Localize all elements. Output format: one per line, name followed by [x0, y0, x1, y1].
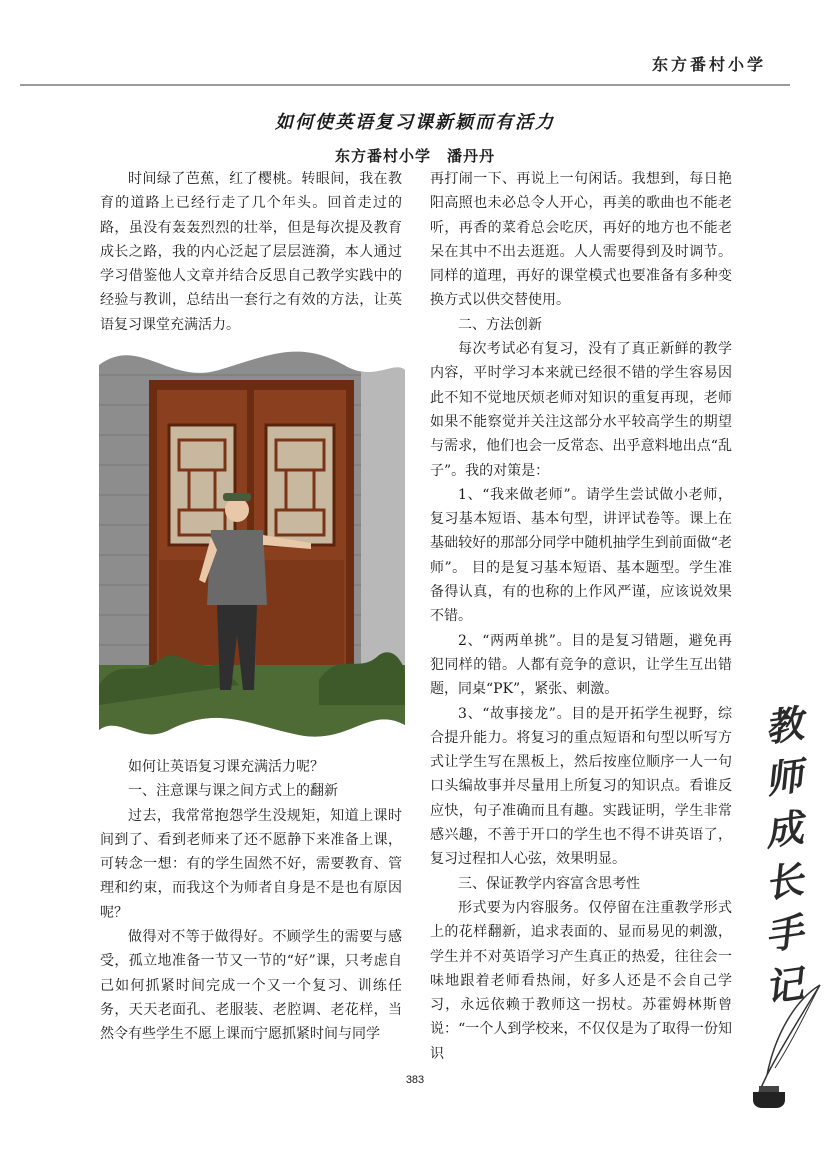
side-title-char: 成 — [761, 804, 806, 855]
side-title-char: 手 — [761, 908, 806, 959]
left-column-bottom — [100, 755, 402, 1047]
section-heading-1: 一、注意课与课之间方式上的翻新 — [128, 783, 338, 800]
paragraph-doing-right: 做得对不等于做得好。不顾学生的需要与感受，孤立地准备一节又一节的“好”课，只考虑自己如何抓紧时间完成一个又一个复习、训练任务，天天老面孔、老服装、老腔调、老花样，当然令有些学生不愿上课而宁愿抓紧时间与同学 — [100, 929, 402, 1043]
section-heading-2: 二、方法创新 — [458, 316, 542, 333]
quill-inkwell-icon — [745, 980, 825, 1110]
paragraph-intro: 时间绿了芭蕉，红了樱桃。转眼间，我在教育的道路上已经行走了几个年头。回首走过的路，虽没有轰轰烈烈的壮举，但是每次提及教育成长之路，我的内心泛起了层层涟漪，本人通过学习借鉴他人文章并结合反思自己教学实践中的经验与教训，总结出一套行之有效的方法，让英语复习课堂充满活力。 — [100, 171, 402, 333]
paragraph-method-1: 1、“我来做老师”。请学生尝试做小老师，复习基本短语、基本句型，讲评试卷等。课上在基础较好的那部分同学中随机抽学生到前面做“老师”。 目的是复习基本短语、基本题型。学生准备得认真，有的也称的上作风严谨，应该说效果不错。 — [430, 486, 732, 625]
side-title-teacher-growth-notes — [762, 700, 806, 1012]
paragraph-method-2: 2、“两两单挑”。目的是复习错题，避免再犯同样的错。人都有竞争的意识，让学生互出错题，同桌“PK”，紧张、刺激。 — [430, 632, 732, 698]
paragraph-continuation: 再打闹一下、再说上一句闲话。我想到，每日艳阳高照也未必总令人开心，再美的歌曲也不能老听，再香的菜肴总会吃厌，再好的地方也不能老呆在其中不出去逛逛。人人需要得到及时调节。同样的道理，再好的课堂模式也要准备有多种变换方式以供交替使用。 — [430, 171, 732, 309]
side-title-char: 教 — [761, 700, 806, 751]
paragraph-method-3: 3、“故事接龙”。目的是开拓学生视野，综合提升能力。将复习的重点短语和句型以听写方式让学生写在黑板上，然后按座位顺序一人一句口头编故事并尽量用上所复习的知识点。看谁反应快，句子准确而且有趣。实践证明，学生非常感兴趣，不善于开口的学生也不得不讲英语了，复习过程扣人心弦，效果明显。 — [430, 705, 732, 868]
right-column — [430, 167, 732, 1066]
paragraph-form-content: 形式要为内容服务。仅停留在注重教学形式上的花样翻新，追求表面的、显而易见的刺激，学生并不对英语学习产生真正的热爱，往往会一味地跟着老师看热闹，好多人还是不会自己学习，永远依赖于教师这一拐杖。苏霍姆林斯曾说：“一个人到学校来，不仅仅是为了取得一份知识 — [430, 899, 732, 1062]
paragraph-exam-review: 每次考试必有复习，没有了真正新鲜的教学内容，平时学习本来就已经很不错的学生容易因此不知不觉地厌烦老师对知识的重复再现，老师如果不能察觉并关注这部分水平较高学生的期望与需求，他们也会一反常态、出乎意料地出点“乱子”。我的对策是： — [430, 341, 732, 479]
page-number: 383 — [405, 1074, 425, 1086]
section-heading-3: 三、保证教学内容富含思考性 — [458, 875, 640, 892]
header-divider — [20, 84, 790, 86]
left-column-top — [100, 167, 402, 337]
paragraph-past: 过去，我常常抱怨学生没规矩，知道上课时间到了、看到老师来了还不愿静下来准备上课，可转念一想：有的学生固然不好，需要教育、管理和约束，而我这个为师者自身是不是也有原因呢？ — [100, 807, 402, 921]
side-title-char: 记 — [761, 960, 806, 1011]
article-byline: 东方番村小学 潘丹丹 — [334, 147, 495, 165]
article-title: 如何使英语复习课新颖而有活力 — [275, 112, 555, 133]
header-school-name: 东方番村小学 — [652, 55, 767, 74]
question-line: 如何让英语复习课充满活力呢？ — [128, 759, 324, 775]
side-title-char: 师 — [761, 752, 806, 803]
photo-girl-at-wooden-door — [99, 345, 405, 750]
side-title-char: 长 — [761, 856, 806, 907]
